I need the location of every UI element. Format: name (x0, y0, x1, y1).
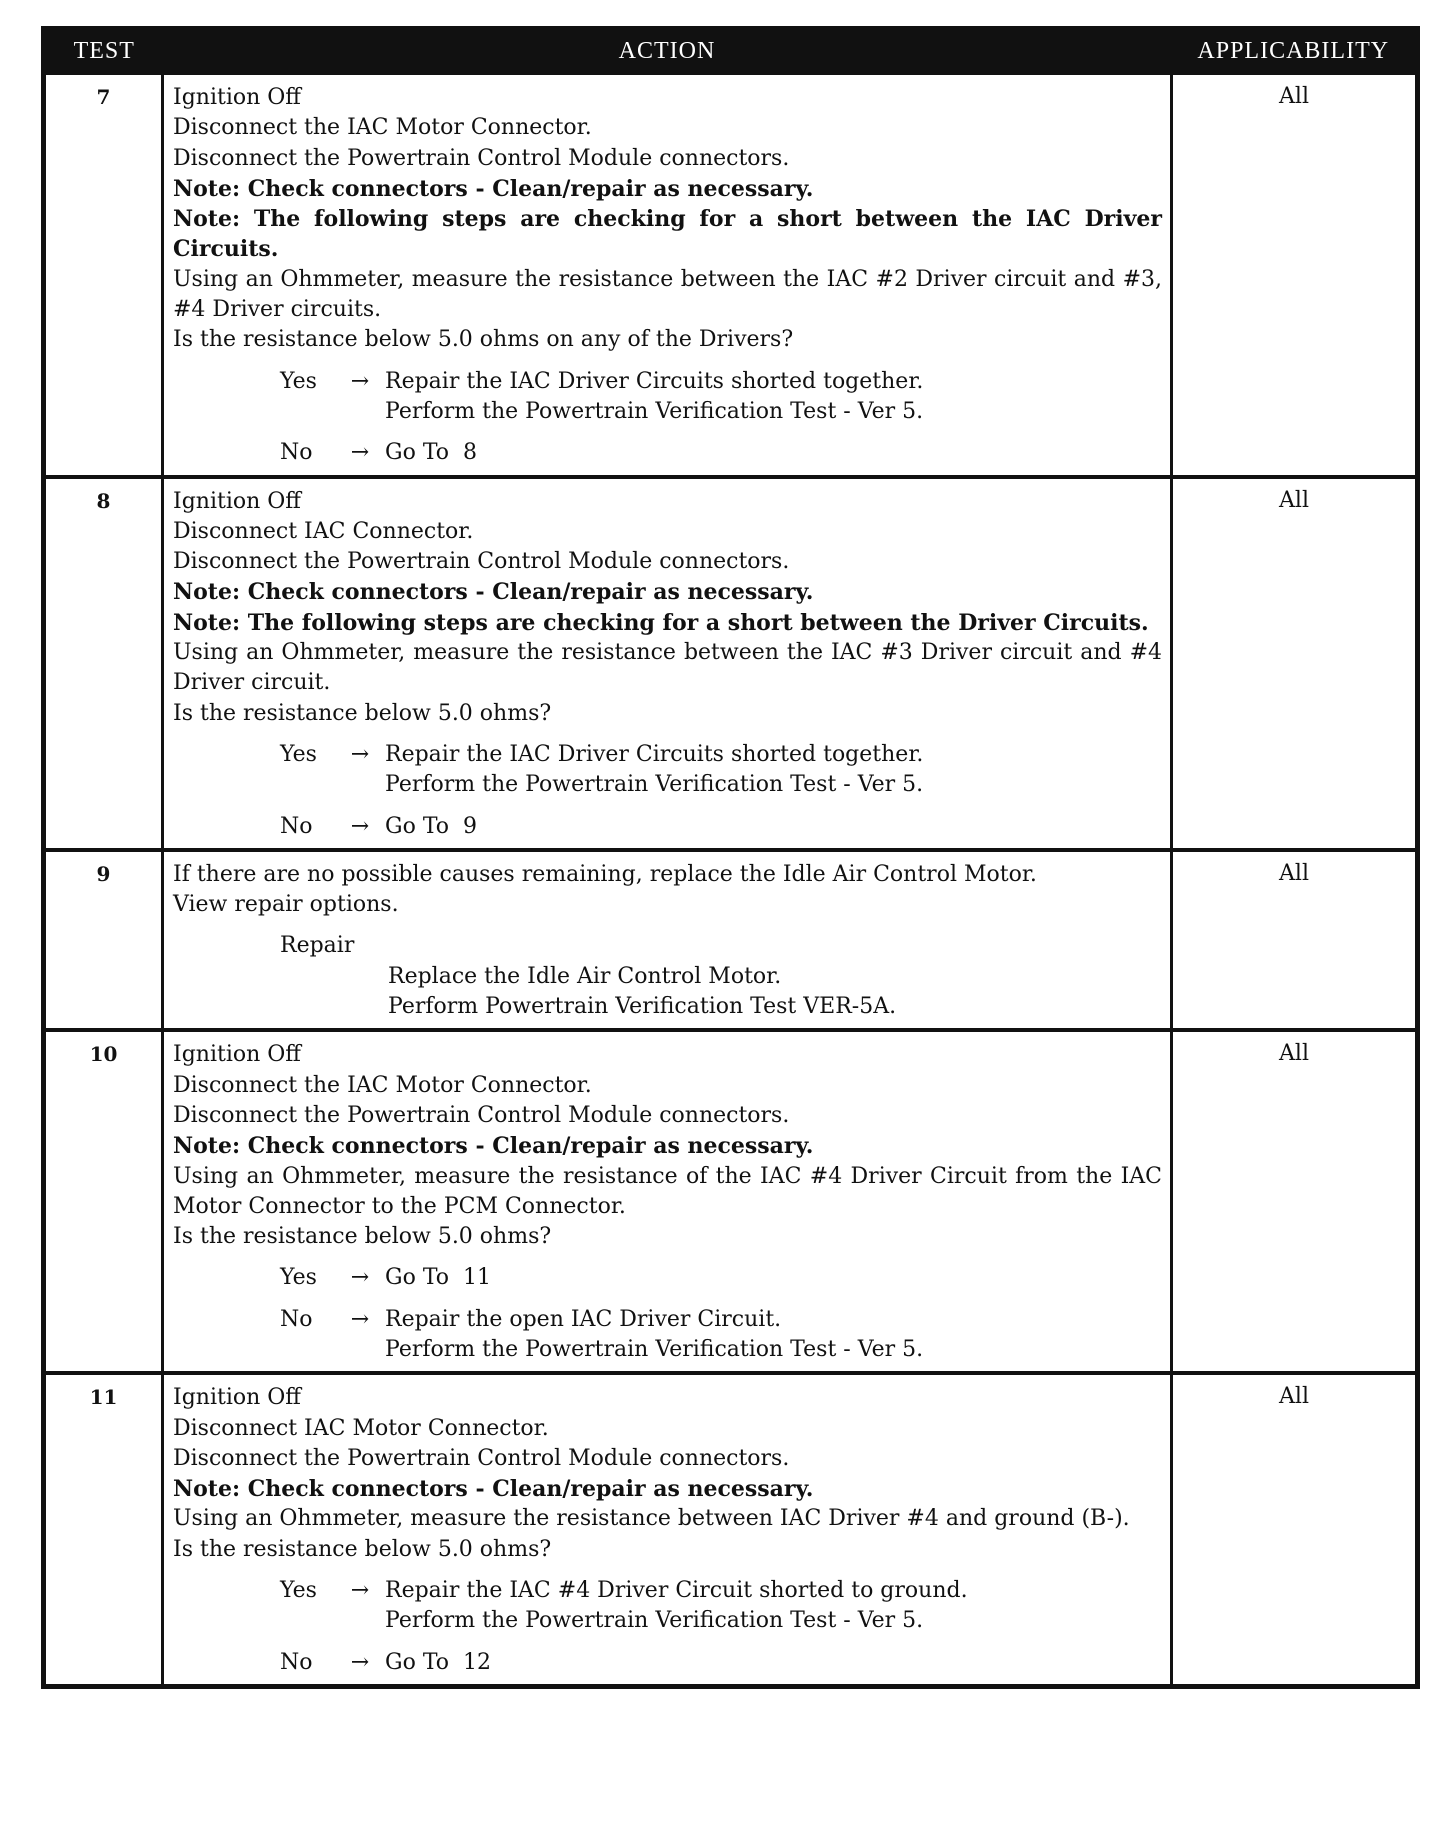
step-text: Disconnect the IAC Motor Connector. (173, 1072, 592, 1098)
question-text: Is the resistance below 5.0 ohms? (173, 700, 552, 726)
yes-result (280, 367, 1162, 428)
right-arrow-icon: → (350, 368, 370, 394)
yes-label: Yes (280, 1265, 317, 1291)
right-arrow-icon: → (350, 813, 370, 839)
goto-text: Go To (385, 1649, 450, 1675)
step-text: Using an Ohmmeter, measure the resistance between the IAC #3 Driver circuit and #4 Driver circuit. (173, 640, 1169, 696)
note-text: Note: The following steps are checking for a short between the Driver Circuits. (173, 609, 1149, 636)
goto-number: 8 (463, 440, 478, 466)
step-text: Ignition Off (173, 488, 301, 514)
action-cell (163, 850, 1172, 1030)
test-number: 8 (44, 477, 163, 850)
table-row (44, 1373, 1418, 1686)
table-row (44, 73, 1418, 477)
step-text: View repair options. (173, 892, 399, 918)
step-text: Disconnect the Powertrain Control Module connectors. (173, 1102, 790, 1128)
result-text: Repair the IAC Driver Circuits shorted together. (385, 368, 924, 394)
step-text: Ignition Off (173, 1385, 301, 1411)
goto-text: Go To (385, 440, 450, 466)
step-text: Disconnect the IAC Motor Connector. (173, 115, 592, 141)
test-number: 11 (44, 1373, 163, 1686)
step-text: Using an Ohmmeter, measure the resistance between IAC Driver #4 and ground (B-). (173, 1506, 1130, 1532)
no-label: No (280, 1649, 313, 1675)
table-row (44, 1030, 1418, 1373)
applicability-value: All (1172, 1030, 1418, 1373)
right-arrow-icon: → (350, 1649, 370, 1675)
no-result (280, 1648, 1162, 1678)
test-number: 7 (44, 73, 163, 477)
applicability-value: All (1172, 477, 1418, 850)
repair-step: Replace the Idle Air Control Motor. (388, 963, 782, 989)
test-number: 9 (44, 850, 163, 1030)
step-text: Disconnect the Powertrain Control Module connectors. (173, 549, 790, 575)
no-result (280, 1305, 1162, 1366)
right-arrow-icon: → (350, 1265, 370, 1291)
question-text: Is the resistance below 5.0 ohms? (173, 1224, 552, 1250)
yes-label: Yes (280, 1578, 317, 1604)
no-result (280, 438, 1162, 468)
step-text: Disconnect IAC Connector. (173, 518, 474, 544)
goto-number: 12 (463, 1649, 492, 1675)
goto-number: 11 (463, 1265, 492, 1291)
no-label: No (280, 813, 313, 839)
table-header-row (44, 29, 1418, 74)
step-text: Disconnect the Powertrain Control Module connectors. (173, 1445, 790, 1471)
question-text: Is the resistance below 5.0 ohms? (173, 1536, 552, 1562)
right-arrow-icon: → (350, 440, 370, 466)
step-text: Ignition Off (173, 1042, 301, 1068)
result-text: Repair the IAC #4 Driver Circuit shorted to ground. (385, 1578, 968, 1604)
step-text: Disconnect IAC Motor Connector. (173, 1415, 549, 1441)
note-text: Note: Check connectors - Clean/repair as necessary. (173, 579, 814, 606)
applicability-value: All (1172, 850, 1418, 1030)
right-arrow-icon: → (350, 1578, 370, 1604)
repair-step: Perform Powertrain Verification Test VER-5A. (388, 994, 897, 1020)
result-text: Perform the Powertrain Verification Test - Ver 5. (385, 1608, 924, 1634)
action-cell (163, 477, 1172, 850)
diagnostic-test-table (41, 26, 1420, 1689)
header-test: TEST (44, 29, 163, 74)
question-text: Is the resistance below 5.0 ohms on any of the Drivers? (173, 327, 794, 353)
note-text: Note: Check connectors - Clean/repair as necessary. (173, 1476, 814, 1503)
applicability-value: All (1172, 1373, 1418, 1686)
right-arrow-icon: → (350, 741, 370, 767)
yes-result (280, 1576, 1162, 1637)
repair-label: Repair (280, 933, 355, 959)
step-text: Ignition Off (173, 85, 301, 110)
note-text: Note: Check connectors - Clean/repair as necessary. (173, 175, 814, 202)
action-cell (163, 1030, 1172, 1373)
yes-label: Yes (280, 368, 317, 394)
step-text: Using an Ohmmeter, measure the resistance between the IAC #2 Driver circuit and #3, #4 Driver circuits. (173, 266, 1169, 323)
action-cell (163, 1373, 1172, 1686)
header-applicability: APPLICABILITY (1172, 29, 1418, 74)
result-text: Repair the open IAC Driver Circuit. (385, 1306, 782, 1332)
result-text: Repair the IAC Driver Circuits shorted together. (385, 741, 924, 767)
goto-text: Go To (385, 813, 450, 839)
yes-result (280, 1263, 1162, 1293)
no-label: No (280, 440, 313, 466)
no-result (280, 812, 1162, 842)
note-text: Note: Check connectors - Clean/repair as necessary. (173, 1133, 814, 1160)
yes-result (280, 740, 1162, 801)
applicability-value: All (1172, 73, 1418, 477)
action-cell (163, 73, 1172, 477)
result-text: Perform the Powertrain Verification Test - Ver 5. (385, 398, 924, 424)
test-number: 10 (44, 1030, 163, 1373)
right-arrow-icon: → (350, 1306, 370, 1332)
header-action: ACTION (163, 29, 1172, 74)
step-text: Using an Ohmmeter, measure the resistance of the IAC #4 Driver Circuit from the IAC Motor Connector to the PCM Connector. (173, 1163, 1169, 1219)
yes-label: Yes (280, 741, 317, 767)
note-text: Note: The following steps are checking for a short between the IAC Driver Circuits. (173, 206, 1170, 263)
step-text: Disconnect the Powertrain Control Module connectors. (173, 145, 790, 171)
table-row (44, 477, 1418, 850)
step-text: If there are no possible causes remaining, replace the Idle Air Control Motor. (173, 861, 1037, 887)
goto-number: 9 (463, 813, 478, 839)
result-text: Perform the Powertrain Verification Test - Ver 5. (385, 772, 924, 798)
table-row (44, 850, 1418, 1030)
repair-block (280, 931, 1162, 1022)
result-text: Perform the Powertrain Verification Test - Ver 5. (385, 1336, 924, 1362)
no-label: No (280, 1306, 313, 1332)
goto-text: Go To (385, 1265, 450, 1291)
